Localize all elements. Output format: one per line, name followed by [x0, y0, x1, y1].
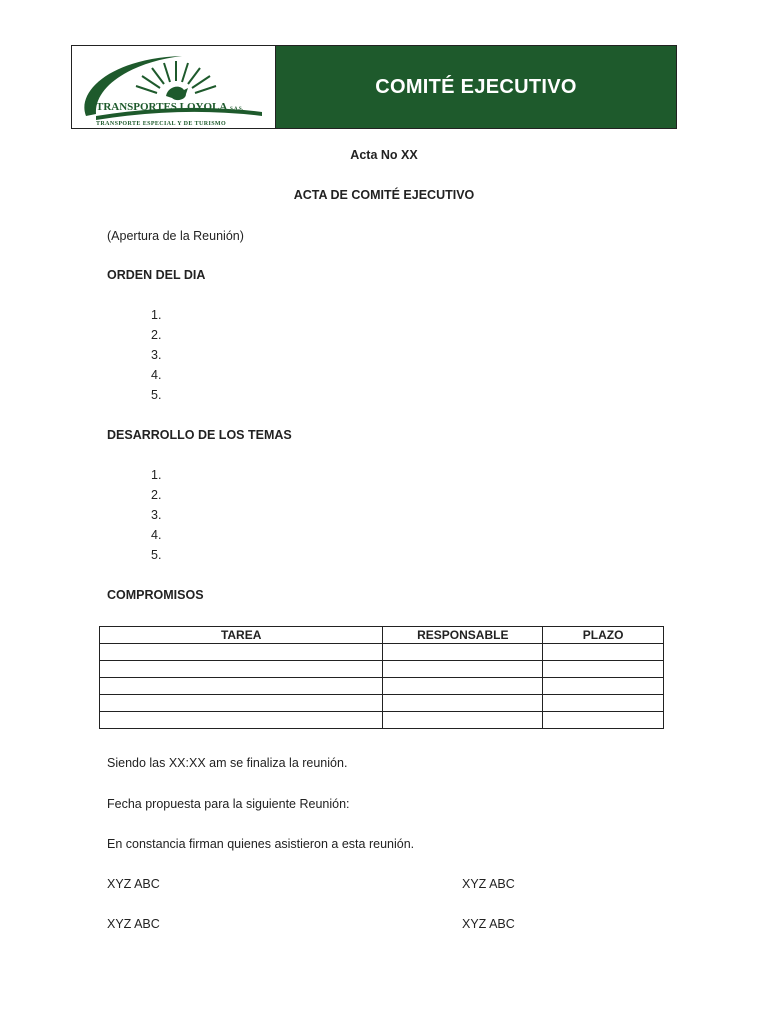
table-row	[100, 661, 664, 678]
desarrollo-item: 5.	[151, 548, 162, 562]
svg-text:S.A.S.: S.A.S.	[230, 107, 243, 112]
table-cell[interactable]	[100, 695, 383, 712]
table-cell[interactable]	[383, 678, 543, 695]
finaliza-text: Siendo las XX:XX am se finaliza la reunión.	[107, 756, 348, 770]
column-header-responsable: RESPONSABLE	[383, 627, 543, 644]
table-row	[100, 695, 664, 712]
table-cell[interactable]	[100, 678, 383, 695]
orden-item: 5.	[151, 388, 162, 402]
apertura-text: (Apertura de la Reunión)	[107, 229, 244, 243]
signature-name: XYZ ABC	[462, 917, 515, 931]
column-header-tarea: TAREA	[100, 627, 383, 644]
orden-heading: ORDEN DEL DIA	[107, 268, 206, 282]
constancia-text: En constancia firman quienes asistieron a esta reunión.	[107, 837, 415, 851]
table-cell[interactable]	[383, 644, 543, 661]
signature-name: XYZ ABC	[107, 877, 160, 891]
acta-number: Acta No XX	[350, 148, 418, 162]
svg-text:TRANSPORTES LOYOLA: TRANSPORTES LOYOLA	[96, 101, 228, 113]
table-cell[interactable]	[543, 712, 664, 729]
orden-item: 3.	[151, 348, 162, 362]
desarrollo-item: 2.	[151, 488, 162, 502]
header-title-cell	[276, 46, 676, 128]
table-header-row	[100, 627, 664, 644]
desarrollo-item: 4.	[151, 528, 162, 542]
table-cell[interactable]	[543, 678, 664, 695]
desarrollo-heading: DESARROLLO DE LOS TEMAS	[107, 428, 292, 442]
orden-item: 4.	[151, 368, 162, 382]
signature-name: XYZ ABC	[107, 917, 160, 931]
compromisos-table	[99, 626, 664, 729]
orden-item: 2.	[151, 328, 162, 342]
svg-text:TRANSPORTE ESPECIAL Y DE TURIS: TRANSPORTE ESPECIAL Y DE TURISMO	[96, 121, 227, 127]
table-cell[interactable]	[100, 644, 383, 661]
desarrollo-item: 1.	[151, 468, 162, 482]
fecha-text: Fecha propuesta para la siguiente Reunión:	[107, 797, 350, 811]
acta-title: ACTA DE COMITÉ EJECUTIVO	[293, 188, 475, 202]
table-cell[interactable]	[543, 644, 664, 661]
table-row	[100, 678, 664, 695]
table-cell[interactable]	[100, 712, 383, 729]
table-cell[interactable]	[383, 661, 543, 678]
orden-item: 1.	[151, 308, 162, 322]
table-cell[interactable]	[543, 661, 664, 678]
document-header	[71, 45, 677, 129]
signature-name: XYZ ABC	[462, 877, 515, 891]
page-title: COMITÉ EJECUTIVO	[375, 75, 577, 98]
compromisos-heading: COMPROMISOS	[107, 588, 204, 602]
table-cell[interactable]	[543, 695, 664, 712]
table-cell[interactable]	[100, 661, 383, 678]
table-row	[100, 644, 664, 661]
table-cell[interactable]	[383, 695, 543, 712]
table-cell[interactable]	[383, 712, 543, 729]
table-row	[100, 712, 664, 729]
company-logo	[72, 46, 276, 128]
desarrollo-item: 3.	[151, 508, 162, 522]
column-header-plazo: PLAZO	[543, 627, 664, 644]
